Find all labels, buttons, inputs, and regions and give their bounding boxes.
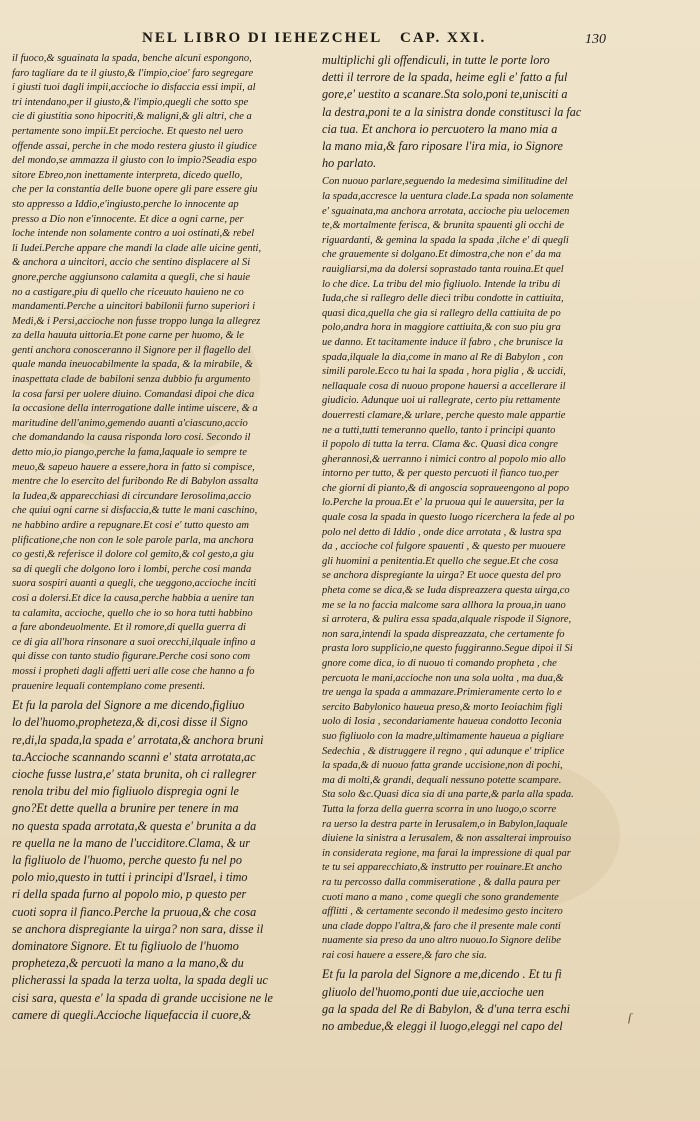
chapter-label: CAP. XXI. [400, 30, 487, 46]
text-line: mossi i propheti dagli affetti ueri alle cose che hanno a fo [12, 665, 255, 677]
text-line: quasi dica,quella che gia si rallegro della cattiuita de po [322, 307, 561, 319]
text-line: che giorni di pianto,& di angoscia sopraueengono al popo [322, 482, 570, 494]
left-scripture [12, 697, 318, 1024]
text-line: si arrotera, & pulira essa spada,alquale rispode il Signore, [322, 614, 572, 626]
text-line: faro tagliare da te il giusto,& l'impio,cioe' faro segregare [12, 67, 254, 79]
text-line: multiplichi gli offendiculi, in tutte le porte loro [322, 53, 550, 67]
text-line: gli huomini a penitentia.Et quello che segue.Et che cosa [322, 555, 559, 567]
text-line: ra uerso la destra parte in Ierusalem,o in Babylon,laquale [322, 818, 568, 830]
text-line: camere di quegli.Accioche liquefaccia il cuore,& [12, 1007, 252, 1022]
right-scripture-top [322, 52, 628, 172]
text-line: gno?Et dette quella a brunire per tenere in ma [12, 801, 239, 816]
text-line: pertamente sono impii.Et percioche. Et questo nel uero [12, 125, 244, 137]
left-commentary [12, 52, 318, 694]
text-line: mandamenti.Perche a uincitori babilonii furno superiori i [12, 301, 256, 313]
text-line: che quiui ogni carne si disfaccia,& tutte le mani caschino, [12, 505, 258, 517]
text-line: intorno per tutto, & per questo percuoti il fianco tuo,per [322, 468, 559, 480]
text-line: maritudine dell'animo,gemendo auanti a'ciascuno,accio [12, 417, 248, 429]
text-line: lo.Perche la proua.Et e' la pruoua qui le auuersita, per la [322, 497, 565, 509]
text-line: i giusti tuoi dagli impii,accioche io disfaccia essi impii, al [12, 82, 256, 94]
text-line: sa di quegli che dolgono loro i lombi, perche cosi manda [12, 563, 252, 575]
text-line: a fare abondeuolmente. Et il romore,di quella guerra di [12, 622, 246, 634]
text-line: cioche fusse lustra,e' stata brunita, oh ci rallegrer [12, 766, 257, 781]
folio-number: 130 [585, 32, 606, 47]
text-line: che domandando la causa risponda loro cosi. Secondo il [12, 432, 251, 444]
text-line: lo che dice. La tribu del mio figliuolo. Intende la tribu di [322, 278, 561, 290]
text-line: ra tu percosso dalla commiseratione , & dalla paura per [322, 876, 561, 888]
text-line: spada,ilquale la dia,come in mano al Re di Babylon , con [322, 351, 564, 363]
margin-mark: ſ [628, 1010, 632, 1024]
text-line: se anchora dispregiante la uirga? non sara, disse il [12, 921, 264, 936]
text-line: che grauemente si dolgano.Et dimostra,che non e' da ma [322, 249, 562, 261]
text-line: la figliuolo de l'huomo, perche questo fu nel po [12, 852, 242, 867]
left-column [12, 52, 318, 1082]
text-line: cuoti mano a mano , come quegli che sono grandemente [322, 891, 559, 903]
text-line: meuo,& sapeuo hauere a essere,hora in fatto si compisce, [12, 461, 255, 473]
text-line: polo,andra hora in maggiore cattiuita,& con suo piu gra [322, 322, 561, 334]
text-line: polo nel detto di Iddio , onde dice arrotata , & lustra spa [322, 526, 562, 538]
text-line: del mondo,se ammazza il giusto con lo impio?Seadia espo [12, 155, 257, 167]
right-commentary [322, 175, 628, 963]
text-line: Sedechia , & distruggere il regno , qui adunque e' triplice [322, 745, 565, 757]
text-line: simili parole.Ecco tu hai la spada , hora piglia , & uccidi, [322, 366, 566, 378]
text-line: tri intendano,per il giusto,& l'impio,quegli che sotto spe [12, 96, 249, 108]
text-line: quale manda ineuocabilmente la spada, & la mirabile, & [12, 359, 253, 371]
text-line: Sta solo &c.Quasi dica sia di una parte,& parla alla spada. [322, 789, 574, 801]
text-line: sercito Babylonico haueua preso,& morto Ieoiachim figli [322, 701, 563, 713]
text-line: gnore come dica, io di nuouo ti comando propheta , che [322, 658, 557, 670]
text-line: genti anchora conosceranno il Signore per il flagello del [12, 344, 251, 356]
text-line: qui disse con tanto studio figurare.Perche cosi sono com [12, 651, 251, 663]
text-line: cie di giustitia sono hipocriti,& maligni,& gli altri, che a [12, 111, 252, 123]
text-line: ta calamita, accioche, quello che io so hora tutti habbino [12, 607, 253, 619]
text-line: la spada,accresce la uentura clade.La spada non solamente [322, 191, 574, 203]
text-line: la mano mia,& faro riposare l'ira mia, io Signore [322, 139, 563, 154]
text-line: non sara,intendi la spada dispreazzata, che certamente fo [322, 628, 565, 640]
text-line: che per la constantia delle buone opere gli pare essere giu [12, 184, 258, 196]
text-line: ue danno. Et tacitamente induce il fabro , che brunisce la [322, 336, 564, 348]
text-line: gliuolo del'huomo,ponti due uie,accioche uen [322, 984, 544, 999]
text-line: re quella ne la mano de l'ucciditore.Clama, & ur [12, 835, 250, 850]
text-line: te,& mortalmente ferisca, & brunita spauenti gli occhi de [322, 220, 565, 232]
text-line: da , accioche col fulgore spauenti , & questo per muouere [322, 541, 566, 553]
text-line: gore,e' uestito a scanare.Sta solo,poni te,unisciti a [322, 87, 568, 102]
text-line: diuiene la sinistra a Ierusalem, & non assalterai improuiso [322, 833, 571, 845]
text-line: plificatione,che non con le sole parole parla, ma anchora [12, 534, 254, 546]
text-line: quale cosa la spada in questo luogo ricerchera la fede al po [322, 512, 575, 524]
text-line: la destra,poni te a la sinistra donde constitusci la fac [322, 104, 582, 119]
text-line: ho parlato. [322, 156, 377, 171]
text-line: il fuoco,& sguainata la spada, benche alcuni espongono, [12, 53, 252, 64]
text-line: tre uenga la spada a ammazare.Primieramente certo lo e [322, 687, 562, 699]
text-line: percuota le mani,accioche non una sola uolta , ma dua,& [322, 672, 564, 684]
page-header [0, 30, 700, 52]
text-line: ga la spada del Re di Babylon, & d'una terra eschi [322, 1001, 571, 1016]
text-line: prasta loro supplicio,ne questo fuggiranno.Segue dipoi il Si [322, 643, 573, 655]
text-line: rai cosi hauere a essere,& faro che sia. [322, 949, 487, 961]
text-line: Con nuouo parlare,seguendo la medesima similitudine del [322, 176, 568, 188]
text-line: co gesti,& referisce il dolore col gemito,& col gesto,a giu [12, 549, 254, 561]
text-line: ce di gia all'hora rinsonare a suoi orecchi,ilquale infino a [12, 636, 256, 648]
text-line: za della hauuta uittoria.Et pone carne per huomo, & le [12, 330, 244, 342]
text-line: suora sospiri auanti a quegli, che ueggono,accioche inciti [12, 578, 257, 590]
text-line: detti il terrore de la spada, heime egli e' fatto a ful [322, 70, 568, 85]
text-line: pheta come se dica,& se Iuda dispreazzera questa uirga,co [322, 585, 570, 597]
text-line: ta.Accioche scannando scanni e' stata arrotata,ac [12, 749, 256, 764]
text-line: ne a tutti,tutti temeranno quello, tanto i principi quanto [322, 424, 556, 436]
text-line: la Iudea,& apparecchiasi di circundare Ierosolima,accio [12, 490, 252, 502]
text-line: no questa spada arrotata,& questa e' brunita a da [12, 818, 257, 833]
text-line: Iuda,che si rallegro delle dieci tribu condotte in cattiuita, [322, 293, 564, 305]
text-line: riguardanti, & gemina la spada la spada ,ilche e' di quegli [322, 234, 569, 246]
text-line: no ambedue,& eleggi il luogo,eleggi nel capo del [322, 1019, 563, 1034]
text-line: & anchora a uincitori, accio che sentino displacere al Si [12, 257, 251, 269]
right-scripture-bottom [322, 966, 628, 1035]
text-line: Et fu la parola del Signore a me,dicendo . Et tu fi [322, 967, 562, 982]
text-line: ri della spada furno al popolo mio, p questo per [12, 887, 247, 902]
text-line: me se la no faccia malcome sara allhora la proua,in uano [322, 599, 566, 611]
text-line: la cosa farsi per uolere diuino. Comandasi dipoi che dica [12, 388, 255, 400]
text-line: nellaquale cosa di nuouo propone hauersi a accellerare il [322, 380, 566, 392]
text-line: presso a Dio non e'innocente. Et dice a ogni carne, per [12, 213, 244, 225]
text-line: douerresti clamare,& urlare, perche questo male appartie [322, 409, 566, 421]
text-line: cosi a dolersi.Et dice la causa,perche habbia a uenire tan [12, 592, 255, 604]
text-line: renola tribu del mio figliuolo dispregia ogni le [12, 784, 239, 799]
text-line: Medi,& i Persi,accioche non fusse troppo lunga la allegrez [12, 315, 261, 327]
text-line: prauenire lequali contemplano come presenti. [12, 680, 206, 692]
text-line: re,di,la spada,la spada e' arrotata,& anchora bruni [12, 732, 264, 747]
text-line: e' sguainata,ma anchora arrotata, accioche piu uelocemen [322, 205, 570, 217]
text-line: te tu sei apparecchiato,& instrutto per rouinare.Et ancho [322, 862, 563, 874]
text-line: suo figliuolo con la madre,ultimamente haueua a pigliare [322, 730, 564, 742]
text-line: afflitti , & certamente secondo il medesimo gesto incitero [322, 906, 563, 918]
text-line: in considerata regione, ma farai la impressione di qual par [322, 847, 571, 859]
text-line: gnore,perche aggiunsono calamita a quegli, che si hauie [12, 271, 251, 283]
text-line: cia tua. Et anchora io percuotero la mano mia a [322, 121, 558, 136]
text-line: dominatore Signore. Et tu figliuolo de l'huomo [12, 938, 239, 953]
text-line: la spada,& di nuouo fatta grande uccisione,non di pochi, [322, 760, 563, 772]
text-line: propheteza,& percuoti la mano a la mano,& du [12, 956, 244, 971]
text-line: la occasione della interrogatione dalle intime uiscere, & a [12, 403, 258, 415]
text-line: sitore Ebreo,non inettamente interpreta, dicedo quello, [12, 169, 243, 181]
text-line: mentre che lo esercito del furibondo Re di Babylon assalta [12, 476, 259, 488]
text-line: Et fu la parola del Signore a me dicendo,figliuo [12, 698, 245, 713]
text-line: nuamente sia preso da uno altro nuouo.Io Signore delibe [322, 935, 561, 947]
text-line: detto mio,io piango,perche la fama,laquale io sempre te [12, 447, 247, 459]
text-line: ne habbino ardire a repugnare.Et cosi e' tutto questo am [12, 520, 249, 531]
text-line: se anchora dispregiante la uirga? Et uoce questa del pro [322, 570, 561, 582]
text-line: giudicio. Adunque uoi ui rallegrate, certo piu rettamente [322, 395, 561, 407]
text-line: offende assai, perche in che modo restera giusto il giudice [12, 140, 257, 152]
text-line: una clade doppo l'altra,& faro che il presente male conti [322, 920, 561, 932]
text-line: polo mio,questo in tutti i principi d'Israel, i timo [12, 870, 248, 885]
text-line: il popolo di tutta la terra. Clama &c. Quasi dica congre [322, 439, 558, 451]
text-line: inaspettata clade de babiloni senza dubbio fu argumento [12, 374, 251, 386]
text-line: plicherassi la spada la terza uolta, la spada degli uc [12, 973, 268, 988]
text-line: loche intende non solamente contro a uoi ostinati,& rebel [12, 228, 255, 240]
right-column [322, 52, 628, 1082]
text-line: no a castigare,piu di quello che riceuuto hauieno ne co [12, 286, 244, 298]
text-line: li Iudei.Perche appare che mandi la clade alle uicine genti, [12, 242, 262, 254]
text-line: ma di molti,& grandi, dequali nessuno potette scampare. [322, 774, 562, 786]
text-line: cuoti sopra il fianco.Perche la pruoua,& che cosa [12, 904, 257, 919]
text-line: gherannosi,& uerranno i nimici contro al popolo mio allo [322, 453, 566, 465]
running-title: NEL LIBRO DI IEHEZCHEL [142, 30, 383, 46]
text-line: rauigliarsi,ma da dolersi soprastado tanta rouina.Et quel [322, 263, 564, 275]
text-line: lo del'huomo,propheteza,& di,cosi disse il Signo [12, 715, 248, 730]
text-line: uolo di Iosia , secondariamente haueua condotto Ieconia [322, 716, 562, 728]
text-line: Tutta la forza della guerra scorra in uno luogo,o scorre [322, 803, 557, 815]
text-line: sto appresso a Iddio,e'ingiusto,perche lo innocente ap [12, 198, 239, 210]
text-line: cisi sara, questa e' la spada di grande uccisione ne le [12, 990, 273, 1005]
